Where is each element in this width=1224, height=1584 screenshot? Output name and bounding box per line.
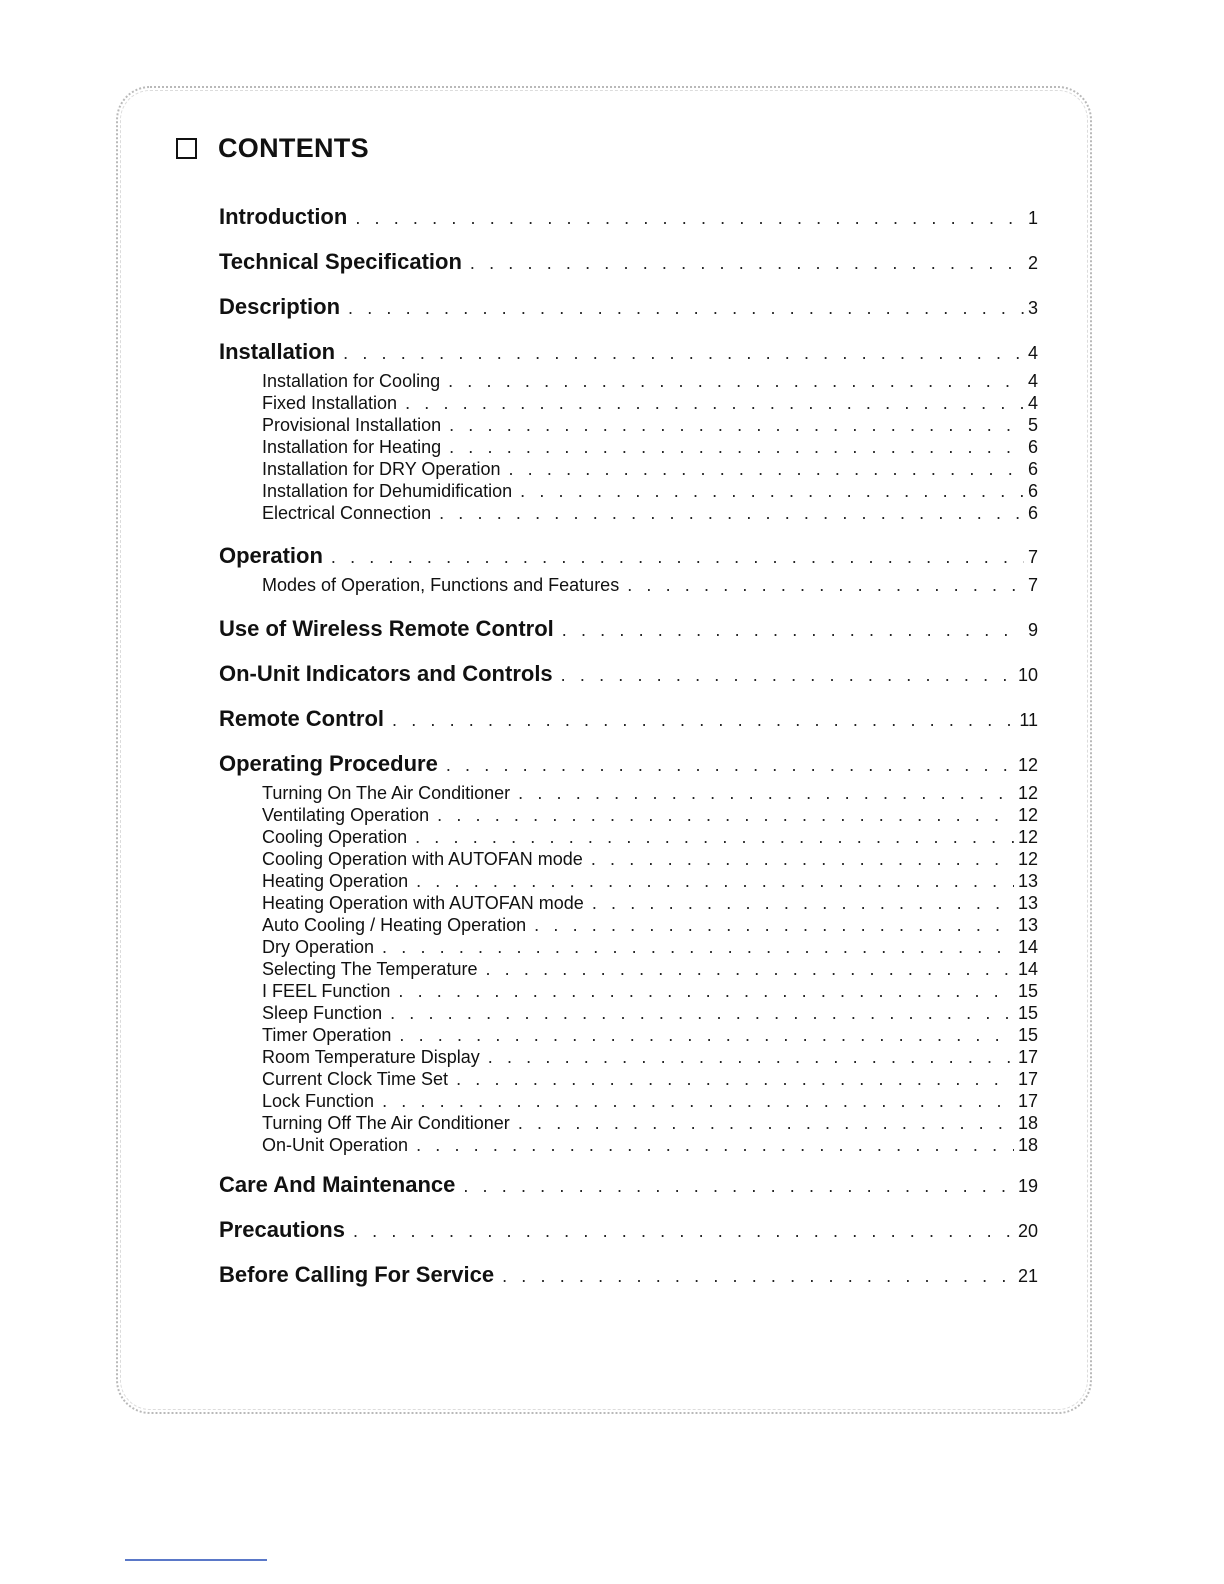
dot-leader — [463, 1176, 1014, 1197]
toc-entry-installation[interactable] — [219, 339, 1038, 365]
toc-entry-label: Operating Procedure — [219, 751, 438, 776]
dot-leader — [591, 849, 1014, 870]
toc-entry-label: Operation — [219, 543, 323, 568]
toc-subentry-cooling-operation[interactable] — [262, 827, 1038, 848]
toc-entry-on-unit-indicators[interactable] — [219, 661, 1038, 687]
toc-entry-page: 4 — [1027, 343, 1038, 363]
toc-entry-page: 7 — [1027, 575, 1038, 595]
toc-entry-label: Technical Specification — [219, 249, 462, 274]
toc-entry-page: 7 — [1027, 547, 1038, 567]
dot-leader — [508, 459, 1024, 480]
dot-leader — [439, 503, 1024, 524]
dot-leader — [449, 437, 1024, 458]
dot-leader — [518, 1113, 1014, 1134]
toc-subentry-turning-off[interactable] — [262, 1113, 1038, 1134]
toc-entry-page: 10 — [1017, 665, 1038, 685]
toc-entry-page: 17 — [1017, 1069, 1038, 1089]
toc-entry-operation[interactable] — [219, 543, 1038, 569]
toc-entry-page: 15 — [1017, 981, 1038, 1001]
toc-entry-label: Selecting The Temperature — [262, 959, 478, 979]
dot-leader — [416, 1135, 1014, 1156]
dot-leader — [331, 547, 1024, 568]
toc-entry-page: 14 — [1017, 959, 1038, 979]
toc-subentry-provisional-installation[interactable] — [262, 415, 1038, 436]
toc-entry-page: 12 — [1017, 849, 1038, 869]
dot-leader — [399, 1025, 1014, 1046]
dot-leader — [390, 1003, 1014, 1024]
dot-leader — [449, 415, 1024, 436]
toc-entry-label: Auto Cooling / Heating Operation — [262, 915, 527, 935]
toc-entry-page: 15 — [1017, 1025, 1038, 1045]
toc-entry-label: Room Temperature Display — [262, 1047, 480, 1067]
toc-entry-label: Turning On The Air Conditioner — [262, 783, 511, 803]
toc-entry-label: Cooling Operation with AUTOFAN mode — [262, 849, 583, 869]
dot-leader — [348, 298, 1024, 319]
toc-entry-label: Use of Wireless Remote Control — [219, 616, 554, 641]
toc-entry-operating-procedure[interactable] — [219, 751, 1038, 777]
toc-entry-label: Remote Control — [219, 706, 384, 731]
dot-leader — [415, 827, 1014, 848]
toc-subentry-ventilating-operation[interactable] — [262, 805, 1038, 826]
toc-entry-label: Care And Maintenance — [219, 1172, 456, 1197]
toc-subentry-cooling-autofan[interactable] — [262, 849, 1038, 870]
dot-leader — [561, 665, 1014, 686]
toc-entry-label: On-Unit Indicators and Controls — [219, 661, 553, 686]
toc-entry-label: Installation for DRY Operation — [262, 459, 501, 479]
toc-entry-introduction[interactable] — [219, 204, 1038, 230]
toc-subentry-heating-autofan[interactable] — [262, 893, 1038, 914]
dot-leader — [456, 1069, 1014, 1090]
toc-entry-remote-control[interactable] — [219, 706, 1038, 732]
dot-leader — [562, 620, 1024, 641]
toc-entry-label: Ventilating Operation — [262, 805, 430, 825]
toc-subentry-electrical-connection[interactable] — [262, 503, 1038, 524]
dot-leader — [448, 371, 1024, 392]
toc-entry-page: 6 — [1027, 459, 1038, 479]
contents-heading — [176, 130, 369, 166]
dot-leader — [518, 783, 1014, 804]
toc-entry-label: Current Clock Time Set — [262, 1069, 449, 1089]
dot-leader — [355, 208, 1024, 229]
toc-entry-label: Introduction — [219, 204, 348, 229]
dot-leader — [398, 981, 1014, 1002]
toc-entry-label: Lock Function — [262, 1091, 375, 1111]
toc-entry-page: 1 — [1027, 208, 1038, 228]
toc-entry-page: 13 — [1017, 915, 1038, 935]
dot-leader — [343, 343, 1024, 364]
toc-subentry-lock-function[interactable] — [262, 1091, 1038, 1112]
toc-entry-label: Installation for Cooling — [262, 371, 441, 391]
toc-subentry-selecting-temperature[interactable] — [262, 959, 1038, 980]
toc-entry-page: 13 — [1017, 871, 1038, 891]
toc-entry-wireless-remote-control[interactable] — [219, 616, 1038, 642]
toc-entry-page: 6 — [1027, 437, 1038, 457]
toc-entry-page: 14 — [1017, 937, 1038, 957]
dot-leader — [382, 937, 1014, 958]
dot-leader — [592, 893, 1014, 914]
toc-entry-label: Installation for Dehumidification — [262, 481, 513, 501]
dot-leader — [392, 710, 1015, 731]
dot-leader — [520, 481, 1024, 502]
toc-subentry-modes-of-operation[interactable] — [262, 575, 1038, 596]
dot-leader — [405, 393, 1024, 414]
toc-entry-page: 3 — [1027, 298, 1038, 318]
toc-subentry-installation-heating[interactable] — [262, 437, 1038, 458]
toc-entry-label: Before Calling For Service — [219, 1262, 495, 1287]
toc-subentry-i-feel-function[interactable] — [262, 981, 1038, 1002]
toc-entry-label: Dry Operation — [262, 937, 375, 957]
toc-entry-label: Sleep Function — [262, 1003, 383, 1023]
toc-entry-page: 12 — [1017, 827, 1038, 847]
toc-entry-page: 19 — [1017, 1176, 1038, 1196]
toc-entry-label: Modes of Operation, Functions and Features — [262, 575, 620, 595]
toc-entry-page: 18 — [1017, 1135, 1038, 1155]
toc-entry-label: Installation — [219, 339, 336, 364]
toc-entry-page: 17 — [1017, 1047, 1038, 1067]
toc-subentry-fixed-installation[interactable] — [262, 393, 1038, 414]
toc-entry-page: 12 — [1017, 755, 1038, 775]
toc-subentry-heating-operation[interactable] — [262, 871, 1038, 892]
toc-entry-label: On-Unit Operation — [262, 1135, 409, 1155]
toc-entry-label: Cooling Operation — [262, 827, 408, 847]
toc-subentry-timer-operation[interactable] — [262, 1025, 1038, 1046]
toc-subentry-turning-on[interactable] — [262, 783, 1038, 804]
toc-entry-page: 4 — [1027, 393, 1038, 413]
toc-entry-precautions[interactable] — [219, 1217, 1038, 1243]
toc-subentry-installation-dehumidification[interactable] — [262, 481, 1038, 502]
toc-subentry-sleep-function[interactable] — [262, 1003, 1038, 1024]
toc-entry-label: Provisional Installation — [262, 415, 442, 435]
toc-entry-page: 11 — [1019, 710, 1038, 730]
toc-entry-page: 12 — [1017, 783, 1038, 803]
toc-entry-technical-specification[interactable] — [219, 249, 1038, 275]
toc-entry-page: 4 — [1027, 371, 1038, 391]
toc-entry-label: Turning Off The Air Conditioner — [262, 1113, 510, 1133]
toc-entry-page: 2 — [1027, 253, 1038, 273]
dot-leader — [470, 253, 1024, 274]
page-title: CONTENTS — [218, 132, 369, 163]
toc-entry-label: Heating Operation with AUTOFAN mode — [262, 893, 584, 913]
toc-entry-care-and-maintenance[interactable] — [219, 1172, 1038, 1198]
toc-subentry-installation-cooling[interactable] — [262, 371, 1038, 392]
toc-subentry-auto-cooling-heating[interactable] — [262, 915, 1038, 936]
dot-leader — [485, 959, 1014, 980]
toc-subentry-room-temperature-display[interactable] — [262, 1047, 1038, 1068]
toc-entry-label: Precautions — [219, 1217, 345, 1242]
dot-leader — [353, 1221, 1014, 1242]
toc-entry-description[interactable] — [219, 294, 1038, 320]
toc-entry-label: Installation for Heating — [262, 437, 442, 457]
dot-leader — [416, 871, 1014, 892]
toc-subentry-installation-dry[interactable] — [262, 459, 1038, 480]
checkbox-icon — [176, 138, 197, 159]
toc-entry-label: Electrical Connection — [262, 503, 432, 523]
toc-entry-label: Fixed Installation — [262, 393, 398, 413]
dot-leader — [534, 915, 1014, 936]
footer-rule — [125, 1559, 267, 1561]
toc-entry-page: 6 — [1027, 503, 1038, 523]
toc-subentry-current-clock-time[interactable] — [262, 1069, 1038, 1090]
toc-entry-page: 13 — [1017, 893, 1038, 913]
toc-entry-page: 12 — [1017, 805, 1038, 825]
dot-leader — [488, 1047, 1014, 1068]
toc-entry-page: 15 — [1017, 1003, 1038, 1023]
toc-entry-before-calling-for-service[interactable] — [219, 1262, 1038, 1288]
toc-entry-label: I FEEL Function — [262, 981, 391, 1001]
toc-entry-label: Timer Operation — [262, 1025, 392, 1045]
dot-leader — [446, 755, 1014, 776]
toc-entry-page: 6 — [1027, 481, 1038, 501]
toc-entry-label: Description — [219, 294, 341, 319]
toc-entry-page: 20 — [1017, 1221, 1038, 1241]
toc-entry-page: 9 — [1027, 620, 1038, 640]
toc-entry-page: 5 — [1027, 415, 1038, 435]
toc-entry-page: 18 — [1017, 1113, 1038, 1133]
toc-subentry-on-unit-operation[interactable] — [262, 1135, 1038, 1156]
toc-entry-page: 17 — [1017, 1091, 1038, 1111]
toc-entry-label: Heating Operation — [262, 871, 409, 891]
page-border-inner — [120, 90, 1088, 1410]
toc-entry-page: 21 — [1017, 1266, 1038, 1286]
dot-leader — [382, 1091, 1014, 1112]
toc-subentry-dry-operation[interactable] — [262, 937, 1038, 958]
dot-leader — [502, 1266, 1014, 1287]
dot-leader — [437, 805, 1014, 826]
dot-leader — [627, 575, 1024, 596]
